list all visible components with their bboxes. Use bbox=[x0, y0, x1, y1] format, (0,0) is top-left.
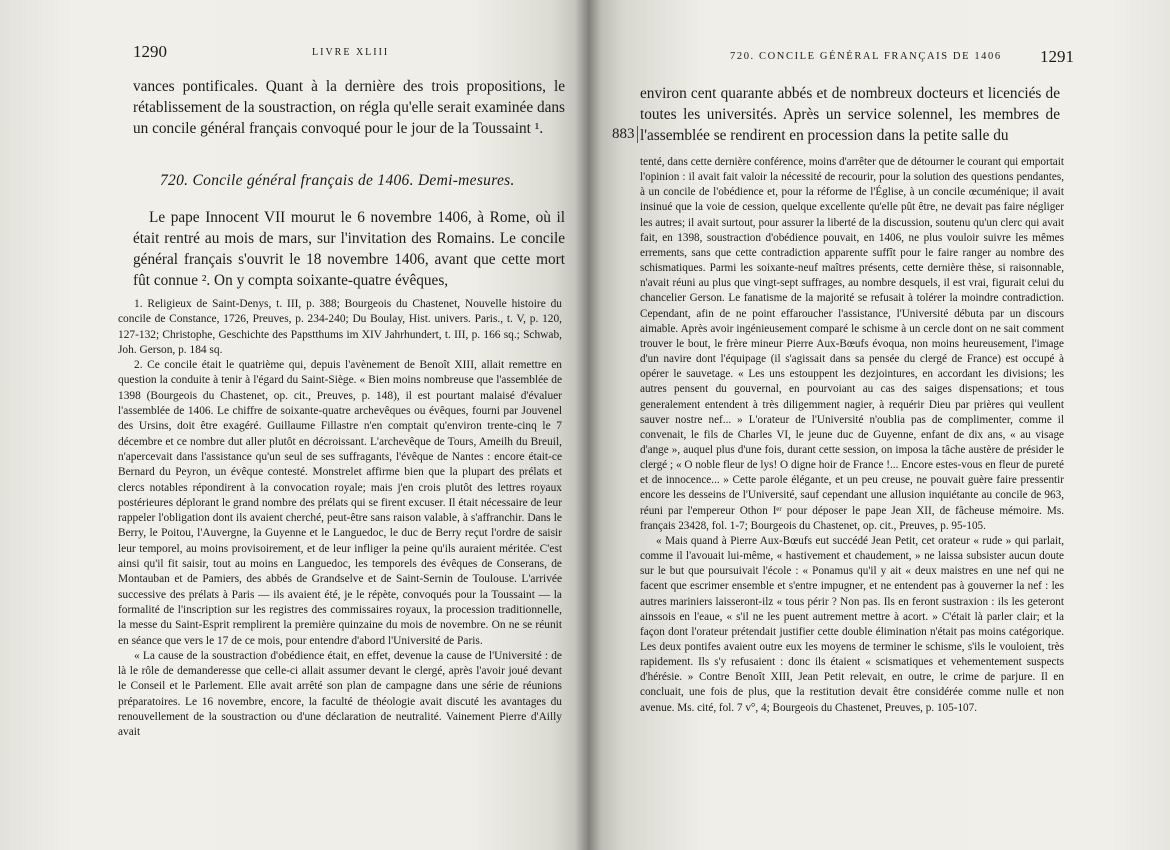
margin-number: 883 bbox=[612, 126, 638, 143]
footnotes-right bbox=[640, 155, 1064, 716]
book-gutter bbox=[575, 0, 601, 850]
footnote-2: 2. Ce concile était le quatrième qui, depuis l'avènement de Benoît XIII, allait remettre en question la conduite à tenir à l'égard du Saint-Siège. « Bien moins nombreuse que l'assemblée de 1398 (Bourgeois du Chastenet, op. cit., Preuves, p. 148), il est pourtant malaisé d'évaluer l'assemblée de 1406. Le chiffre de soixante-quatre archevêques ou évêques, fourni par Jouvenel des Ursins, doit être exagéré. Guillaume Fillastre n'en comptait qu'environ trente-cinq le 7 décembre et ce nombre dut aller plutôt en décroissant. L'archevêque de Tours, Ameilh du Breuil, n'apercevait dans l'assistance qu'un seul de ses suffragants, l'évêque de Nantes : encore était-ce Bernard du Peyron, un évêque contesté. Monstrelet affirme bien que la plupart des prélats et clercs notables répondirent à la convocation royale; mais j'en crois plutôt des lettres royaux postérieures déplorant le grand nombre des prélats qui se firent excuser. Il était nécessaire de leur rappeler l'obligation dont ils avaient cherché, peut-être sans raison valable, à s'affranchir. Dans le Berry, le Poitou, l'Auvergne, la Guyenne et le Languedoc, le duc de Berry reçut l'ordre de saisir leur temporel, au moins provisoirement, et de leur infliger la peine qu'ils auraient méritée. C'est ainsi qu'il fit saisir, tout au moins en Languedoc, les temporels des évêques de Conserans, de Montauban et de Pamiers, des abbés de Grandselve et de Saint-Sernin de Toulouse. L'arrivée successive des prélats à Paris — ils avaient été, je le répète, convoqués pour la Toussaint — la formalité de l'inscription sur les registres des commissaires royaux, la procession traditionnelle, la messe du Saint-Esprit remplirent la première quinzaine du mois de novembre. On ne se réunit en séance que vers le 17 de ce mois, pour entendre d'abord l'Université de Paris. bbox=[118, 359, 562, 647]
page-number-right: 1291 bbox=[1040, 47, 1074, 66]
footnote-1: 1. Religieux de Saint-Denys, t. III, p. 388; Bourgeois du Chastenet, Nouvelle histoire du concile de Constance, 1726, Preuves, p. 234-240; Du Boulay, Hist. univers. Paris., t. V, p. 120, 127-132; Christophe, Geschichte des Papstthums im XIV Jahrhundert, t. III, p. 166 sq.; Schwab, Joh. Gerson, p. 184 sq. bbox=[118, 298, 562, 356]
section-paragraph: Le pape Innocent VII mourut le 6 novembre 1406, à Rome, où il était rentré au mois de mars, sur l'invitation des Romains. Le concile général français s'ouvrit le 18 novembre 1406, avant que cette mort fût connue ². On y compta soixante-quatre évêques, bbox=[133, 209, 565, 289]
footnotes-left bbox=[118, 297, 562, 741]
running-head-right: 720. CONCILE GÉNÉRAL FRANÇAIS DE 1406 bbox=[730, 51, 1002, 62]
footnote-2-continued: « La cause de la soustraction d'obédience était, en effet, devenue la cause de l'Université : de là le rôle de demanderesse que celle-ci allait assumer devant le clergé, après l'avoir joué devant le Conseil et le Parlement. Elle avait arrêté son plan de campagne dans une série de réunions préparatoires. Le 16 novembre, encore, la faculté de théologie avait discuté les avantages du renouvellement de la soustraction ou d'une déclaration de neutralité. Vainement Pierre d'Ailly avait bbox=[118, 649, 562, 739]
footnote-continuation: tenté, dans cette dernière conférence, moins d'arrêter que de détourner le courant qui emportait l'opinion : il avait fait valoir la nécessité de recourir, pour la solution des questions pendantes, à un concile de l'obédience et, pour la réforme de l'Église, à un concile œcuménique; il avait insinué que la voie de cession, quelque excellente qu'elle pût être, ne devait pas faire négliger les autres; il avait surtout, pour assurer la liberté de la discussion, soutenu qu'un clerc qui avait fait, en 1398, soustraction d'obédience pouvait, en 1406, ne plus vouloir suivre les mêmes errements, sans que cette contradiction apparente suffît pour le faire ranger au nombre des schismatiques. Parmi les soixante-neuf maîtres présents, cette dernière thèse, si raisonnable, n'avait réuni au plus que vingt-sept suffrages, au nombre desquels, il est vrai, figurait celui du chancelier Gerson. Le fanatisme de la majorité se refusait à tolérer la moindre contradiction. Cependant, afin de ne point effaroucher l'assistance, l'Université débuta par un discours aimable. Après avoir ingénieusement comparé le schisme à un cercle dont on ne sait comment trouver le bout, le frère mineur Pierre Aux-Bœufs évoqua, non moins heureusement, l'image d'un navire dont l'équipage (il s'agissait dans sa pensée du clergé de France) est occupé à opérer le sauvetage. « Les uns estouppent les dezjointures, en accordant les divisions; les autres pensent du gouvernal, en pourvoiant au cas des saiges dispensations; et tous generalement entendent à très diligemment nagier, à requérir Dieu par prières qui veullent sauver nostre nef... » L'orateur de l'Université n'oublia pas de complimenter, comme il convenait, le fils de Charles VI, le jeune duc de Guyenne, enfant de dix ans, « au visage d'ange », auquel plus d'une fois, durant cette session, on imposa la tâche austère de présider le clergé ; « O noble fleur de lys! O digne hoir de France !... Encore estes-vous en fleur de pureté et de innocence... » Cette parole élégante, et un peu creuse, ne pouvait guère faire pressentir encore les desseins de l'Université, sauf cependant une allusion inquiétante au concile de 963, réuni par l'empereur Othon Iᵉʳ pour déposer le pape Jean XII, de fâcheuse mémoire. Ms. français 23428, fol. 1-7; Bourgeois du Chastenet, op. cit., Preuves, p. 95-105. bbox=[640, 156, 1064, 532]
section-title: 720. Concile général français de 1406. Demi-mesures. bbox=[160, 172, 515, 189]
intro-paragraph: vances pontificales. Quant à la dernière des trois propositions, le rétablissement de la soustraction, on régla qu'elle serait examinée dans un concile général français convoqué pour le jour de la Toussaint ¹. bbox=[133, 78, 565, 137]
top-paragraph-right: environ cent quarante abbés et de nombreux docteurs et licenciés de toutes les universités. Après un service solennel, les membres de l'assemblée se rendirent en procession dans la petite salle du bbox=[640, 85, 1060, 144]
footnote-continuation-2: « Mais quand à Pierre Aux-Bœufs eut succédé Jean Petit, cet orateur « rude » qui parlait, comme il l'avouait lui-même, « hastivement et chaudement, » ne laissa subsister aucun doute sur le but que poursuivait l'école : « Ponamus qu'il y ait « deux maistres en une nef qui ne facent que escrimer ensemble et s'entre impugner, et ne entendent pas à gouverner la nef : les autres mariniers laisseront-ilz « tous périr ? Non pas. Ils en feront sustraxion : ils les geteront ainssois en l'eaue, « s'il ne les puent autrement mettre à acort. » C'était là parler clair; et la façon dont l'orateur prétendait justifier cette double élimination n'était pas moins catégorique. Les deux pontifes avaient outre eux les moyens de terminer le schisme, s'ils le vouloient, très rapidement. Ils s'y refusaient : donc ils étaient « scismatiques et vehementement suspects d'hérésie. » Contre Benoît XIII, Jean Petit relevait, en outre, le crime de parjure. Il en concluait, une fois de plus, que la restitution devait être considérée comme nulle et non avenue. Ms. cité, fol. 7 v°, 4; Bourgeois du Chastenet, Preuves, p. 105-107. bbox=[640, 534, 1064, 714]
running-head-left: LIVRE XLIII bbox=[312, 47, 390, 58]
right-page bbox=[588, 0, 1170, 850]
page-number-left: 1290 bbox=[133, 42, 167, 61]
